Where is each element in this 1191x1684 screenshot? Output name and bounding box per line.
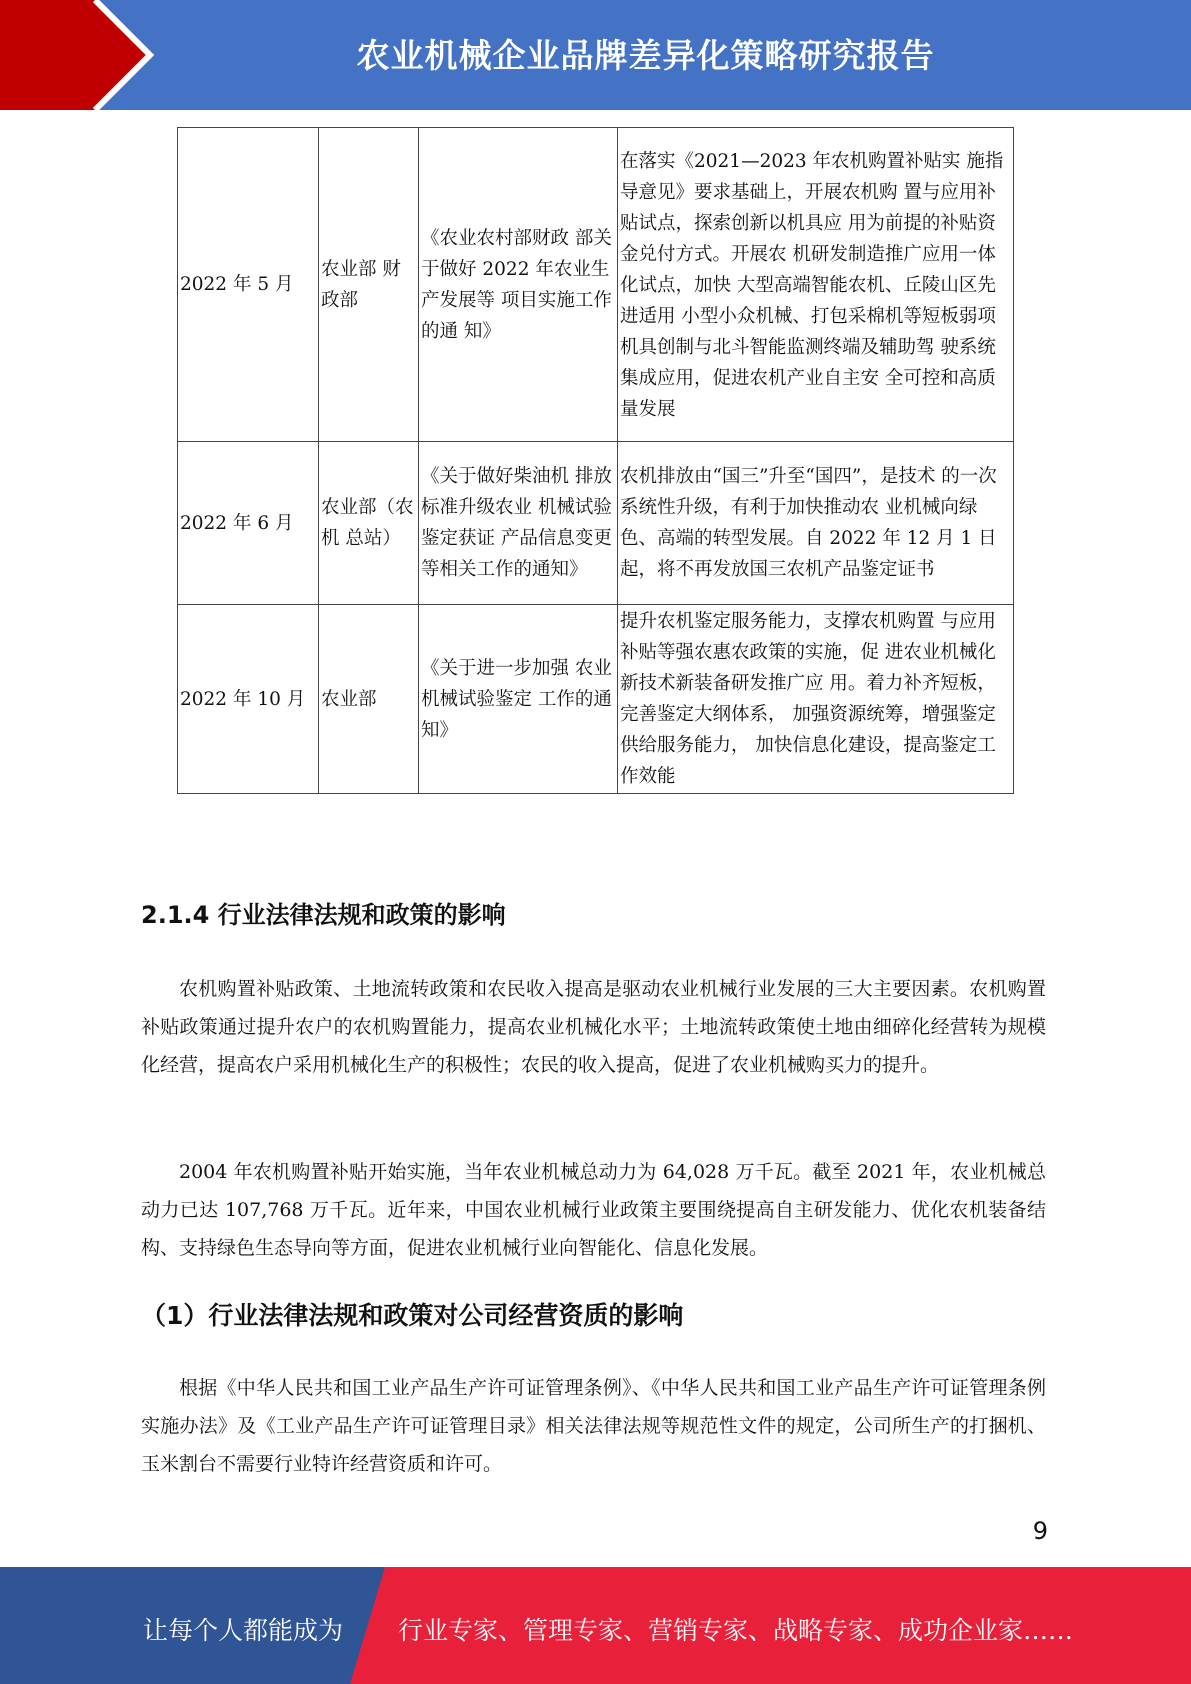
paragraph: 农机购置补贴政策、土地流转政策和农民收入提高是驱动农业机械行业发展的三大主要因素。农机购置补贴政策通过提升农户的农机购置能力，提高农业机械化水平；土地流转政策使土地由细碎化经营转为规模化经营，提高农户采用机械化生产的积极性；农民的收入提高，促进了农业机械购买力的提升。 (141, 978, 1046, 1076)
table-row (178, 605, 1014, 794)
content-cell: 提升农机鉴定服务能力，支撑农机购置 与应用补贴等强农惠农政策的实施，促 进农业机械化新技术新装备研发推广应 用。着力补齐短板，完善鉴定大纲体系， 加强资源统筹，增强鉴定供给服务能力， 加快信息化建设，提高鉴定工作效能 (618, 605, 1014, 794)
content-cell: 农机排放由“国三”升至“国四”，是技术 的一次系统性升级，有利于加快推动农 业机械向绿色、高端的转型发展。自 2022 年 12 月 1 日起，将不再发放国三农机产品鉴定证书 (618, 442, 1014, 605)
document-cell: 《关于进一步加强 农业机械试验鉴定 工作的通知》 (419, 605, 618, 794)
document-cell: 《关于做好柴油机 排放标准升级农业 机械试验鉴定获证 产品信息变更等相关工作的通知》 (419, 442, 618, 605)
footer-slogan-left: 让每个人都能成为 (143, 1616, 344, 1645)
dept-cell: 农业部（农机 总站） (319, 442, 419, 605)
dept-cell: 农业部 (319, 605, 419, 794)
document-cell: 《农业农村部财政 部关于做好 2022 年农业生产发展等 项目实施工作的通 知》 (419, 128, 618, 442)
page-footer (0, 1567, 1191, 1684)
content-cell: 在落实《2021—2023 年农机购置补贴实 施指导意见》要求基础上，开展农机购 置与应用补贴试点，探索创新以机具应 用为前提的补贴资金兑付方式。开展农 机研发制造推广应用一体化试点，加快 大型高端智能农机、丘陵山区先进适用 小型小众机械、打包采棉机等短板弱项 机具创制与北斗智能监测终端及辅助驾 驶系统集成应用，促进农机产业自主安 全可控和高质量发展 (618, 128, 1014, 442)
date-cell: 2022 年 6 月 (178, 442, 319, 605)
table-row (178, 442, 1014, 605)
date-cell: 2022 年 10 月 (178, 605, 319, 794)
page-number: 9 (1032, 1517, 1048, 1545)
footer-slogan-right: 行业专家、管理专家、营销专家、战略专家、成功企业家…… (398, 1616, 1074, 1645)
date-cell: 2022 年 5 月 (178, 128, 319, 442)
table-row (178, 128, 1014, 442)
policy-table (177, 127, 1014, 794)
report-title: 农业机械企业品牌差异化策略研究报告 (356, 36, 935, 75)
paragraph: 根据《中华人民共和国工业产品生产许可证管理条例》、《中华人民共和国工业产品生产许可证管理条例实施办法》及《工业产品生产许可证管理目录》相关法律法规等规范性文件的规定，公司所生产的打捆机、玉米割台不需要行业特许经营资质和许可。 (141, 1377, 1046, 1475)
subsection-heading: （1）行业法律法规和政策对公司经营资质的影响 (141, 1301, 684, 1330)
dept-cell: 农业部 财政部 (319, 128, 419, 442)
page-header (0, 0, 1191, 110)
section-heading: 2.1.4 行业法律法规和政策的影响 (141, 901, 506, 929)
paragraph: 2004 年农机购置补贴开始实施，当年农业机械总动力为 64,028 万千瓦。截至 2021 年，农业机械总动力已达 107,768 万千瓦。近年来，中国农业机械行业政策主要围绕提高自主研发能力、优化农机装备结构、支持绿色生态导向等方面，促进农业机械行业向智能化、信息化发展。 (141, 1161, 1046, 1259)
